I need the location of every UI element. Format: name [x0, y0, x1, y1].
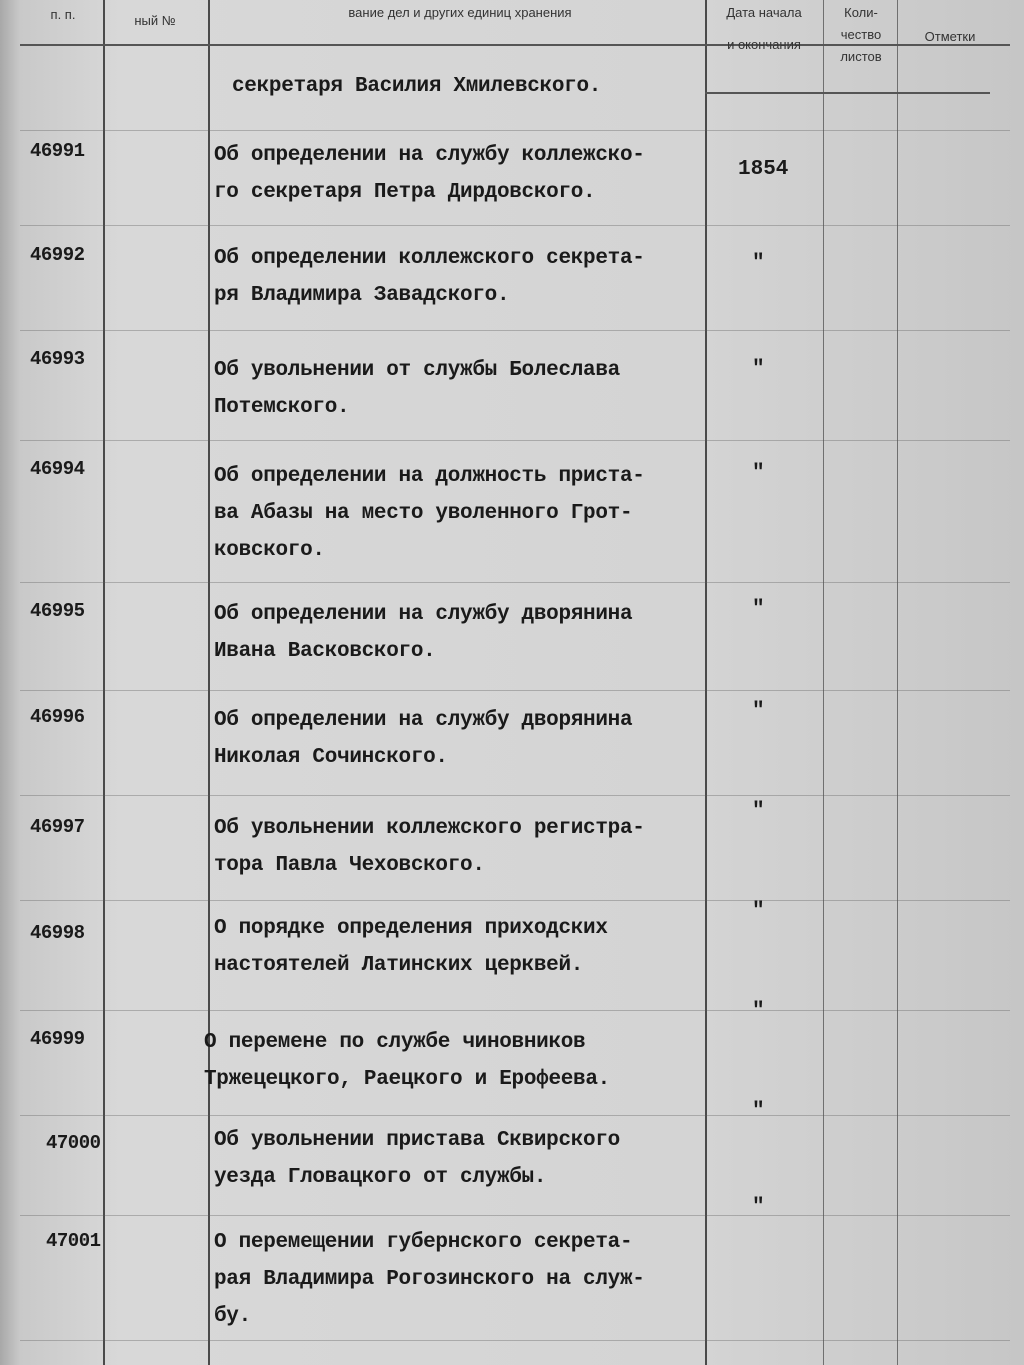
continuation-text: секретаря Василия Хмилевского.	[232, 75, 602, 98]
row-rule	[20, 1215, 1010, 1216]
record-number: 46999	[30, 1028, 85, 1050]
record-number: 46998	[30, 922, 85, 944]
header-notes: Отметки	[924, 29, 976, 44]
record-title: Об увольнении коллежского регистра- тора Павла Чеховского.	[214, 817, 645, 877]
header-count-2: чество	[840, 27, 882, 42]
record-title: Об определении коллежского секрета- ря Владимира Завадского.	[214, 247, 645, 307]
record-date: "	[752, 358, 765, 381]
record-title: Об увольнении пристава Сквирского уезда Гловацкого от службы.	[214, 1129, 620, 1189]
record-date: "	[752, 800, 765, 823]
row-rule	[20, 1115, 1010, 1116]
column-divider-archive	[208, 0, 210, 1365]
column-divider-dates	[823, 0, 824, 1365]
record-title: Об определении на службу коллежско- го секретаря Петра Дирдовского.	[214, 144, 645, 204]
column-divider-count	[897, 0, 898, 1365]
column-divider-num	[103, 0, 105, 1365]
record-number: 46997	[30, 816, 85, 838]
record-title: О порядке определения приходских настоятелей Латинских церквей.	[214, 917, 608, 977]
row-rule	[20, 1010, 1010, 1011]
record-date: "	[752, 1000, 765, 1023]
row-rule	[20, 440, 1010, 441]
record-date: "	[752, 1100, 765, 1123]
record-number: 47001	[46, 1230, 101, 1252]
row-rule	[20, 330, 1010, 331]
record-date: 1854	[738, 158, 789, 181]
row-rule	[20, 690, 1010, 691]
header-count-3: листов	[840, 49, 882, 64]
row-rule	[20, 795, 1010, 796]
record-number: 46994	[30, 458, 85, 480]
row-rule	[20, 225, 1010, 226]
header-dates-2: и окончания	[727, 37, 801, 52]
record-date: "	[752, 700, 765, 723]
row-rule	[20, 1340, 1010, 1341]
record-number: 46992	[30, 244, 85, 266]
record-title: Об определении на службу дворянина Ивана Васковского.	[214, 603, 633, 663]
record-date: "	[752, 462, 765, 485]
header-title: вание дел и других единиц хранения	[348, 5, 572, 20]
header-num: п. п.	[50, 7, 76, 22]
record-date: "	[752, 598, 765, 621]
row-rule	[20, 130, 1010, 131]
row-rule	[20, 582, 1010, 583]
record-title: О перемене по службе чиновников Тржецецкого, Раецкого и Ерофеева.	[204, 1031, 610, 1091]
header-dates-1: Дата начала	[726, 5, 802, 20]
record-number: 47000	[46, 1132, 101, 1154]
record-title: Об определении на службу дворянина Николая Сочинского.	[214, 709, 633, 769]
record-number: 46991	[30, 140, 85, 162]
record-number: 46995	[30, 600, 85, 622]
record-title: Об определении на должность приста- ва Абазы на место уволенного Грот- ковского.	[214, 465, 645, 562]
record-date: "	[752, 900, 765, 923]
record-number: 46996	[30, 706, 85, 728]
row-rule	[20, 900, 1010, 901]
record-title: Об увольнении от службы Болеслава Потемского.	[214, 359, 620, 419]
record-date: "	[752, 252, 765, 275]
header-count-1: Коли-	[844, 5, 878, 20]
record-title: О перемещении губернского секрета- рая Владимира Рогозинского на служ- бу.	[214, 1231, 645, 1328]
header-rule-right	[705, 92, 990, 94]
header-archive-num: ный №	[134, 13, 176, 28]
record-number: 46993	[30, 348, 85, 370]
record-date: "	[752, 1196, 765, 1219]
